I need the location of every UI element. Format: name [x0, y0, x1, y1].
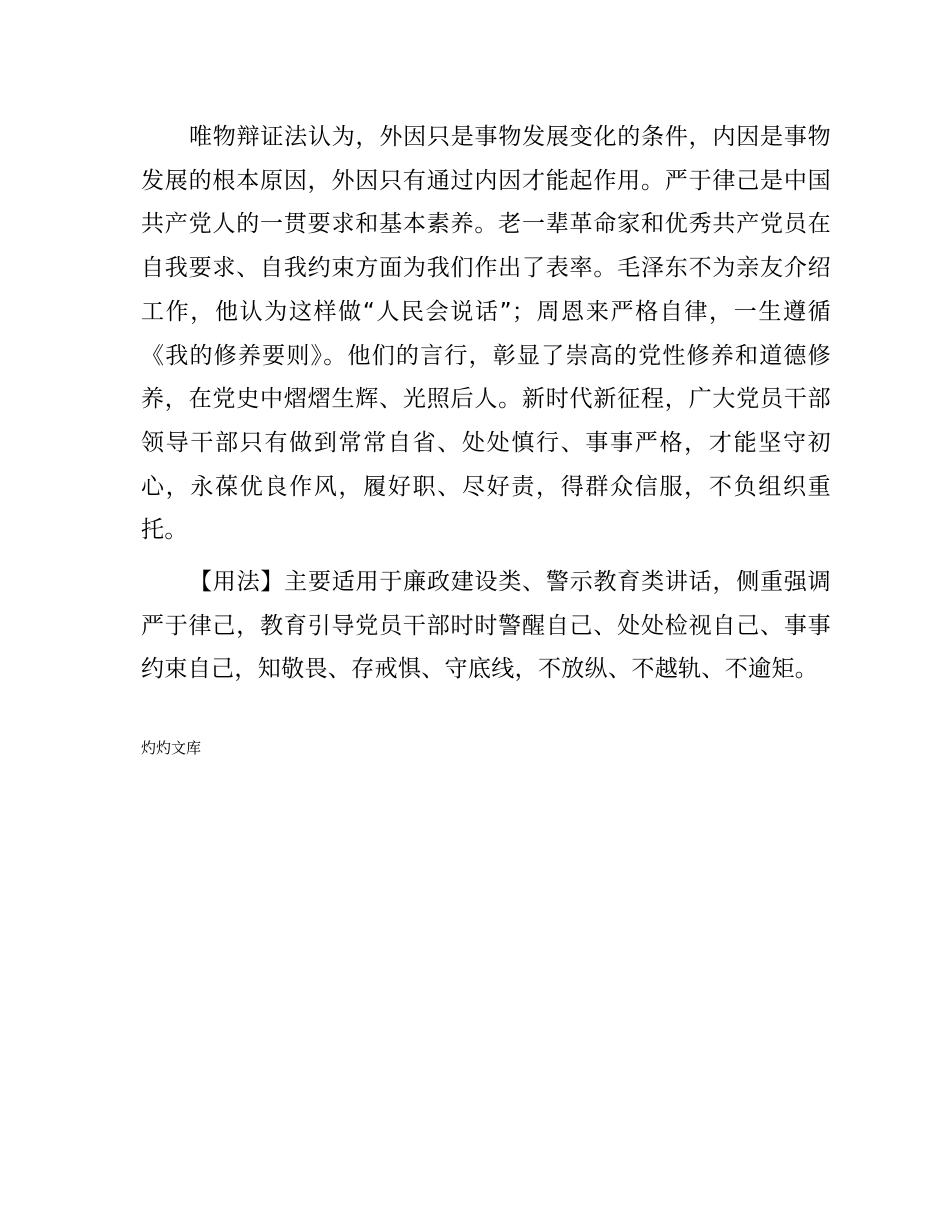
body-paragraph-1: 唯物辩证法认为，外因只是事物发展变化的条件，内因是事物发展的根本原因，外因只有通过内因才能起作用。严于律己是中国共产党人的一贯要求和基本素养。老一辈革命家和优秀共产党员在自我要求、自我约束方面为我们作出了表率。毛泽东不为亲友介绍工作，他认为这样做“人民会说话”；周恩来严格自律，一生遵循《我的修养要则》。他们的言行，彰显了崇高的党性修养和道德修养，在党史中熠熠生辉、光照后人。新时代新征程，广大党员干部领导干部只有做到常常自省、处处慎行、事事严格，才能坚守初心，永葆优良作风，履好职、尽好责，得群众信服，不负组织重托。 — [141, 124, 831, 544]
source-label: 灼灼文库 — [141, 739, 202, 757]
document-body — [141, 116, 831, 692]
body-paragraph-usage: 【用法】主要适用于廉政建设类、警示教育类讲话，侧重强调严于律己，教育引导党员干部时时警醒自己、处处检视自己、事事约束自己，知敬畏、存戒惧、守底线，不放纵、不越轨、不逾矩。 — [141, 569, 831, 683]
